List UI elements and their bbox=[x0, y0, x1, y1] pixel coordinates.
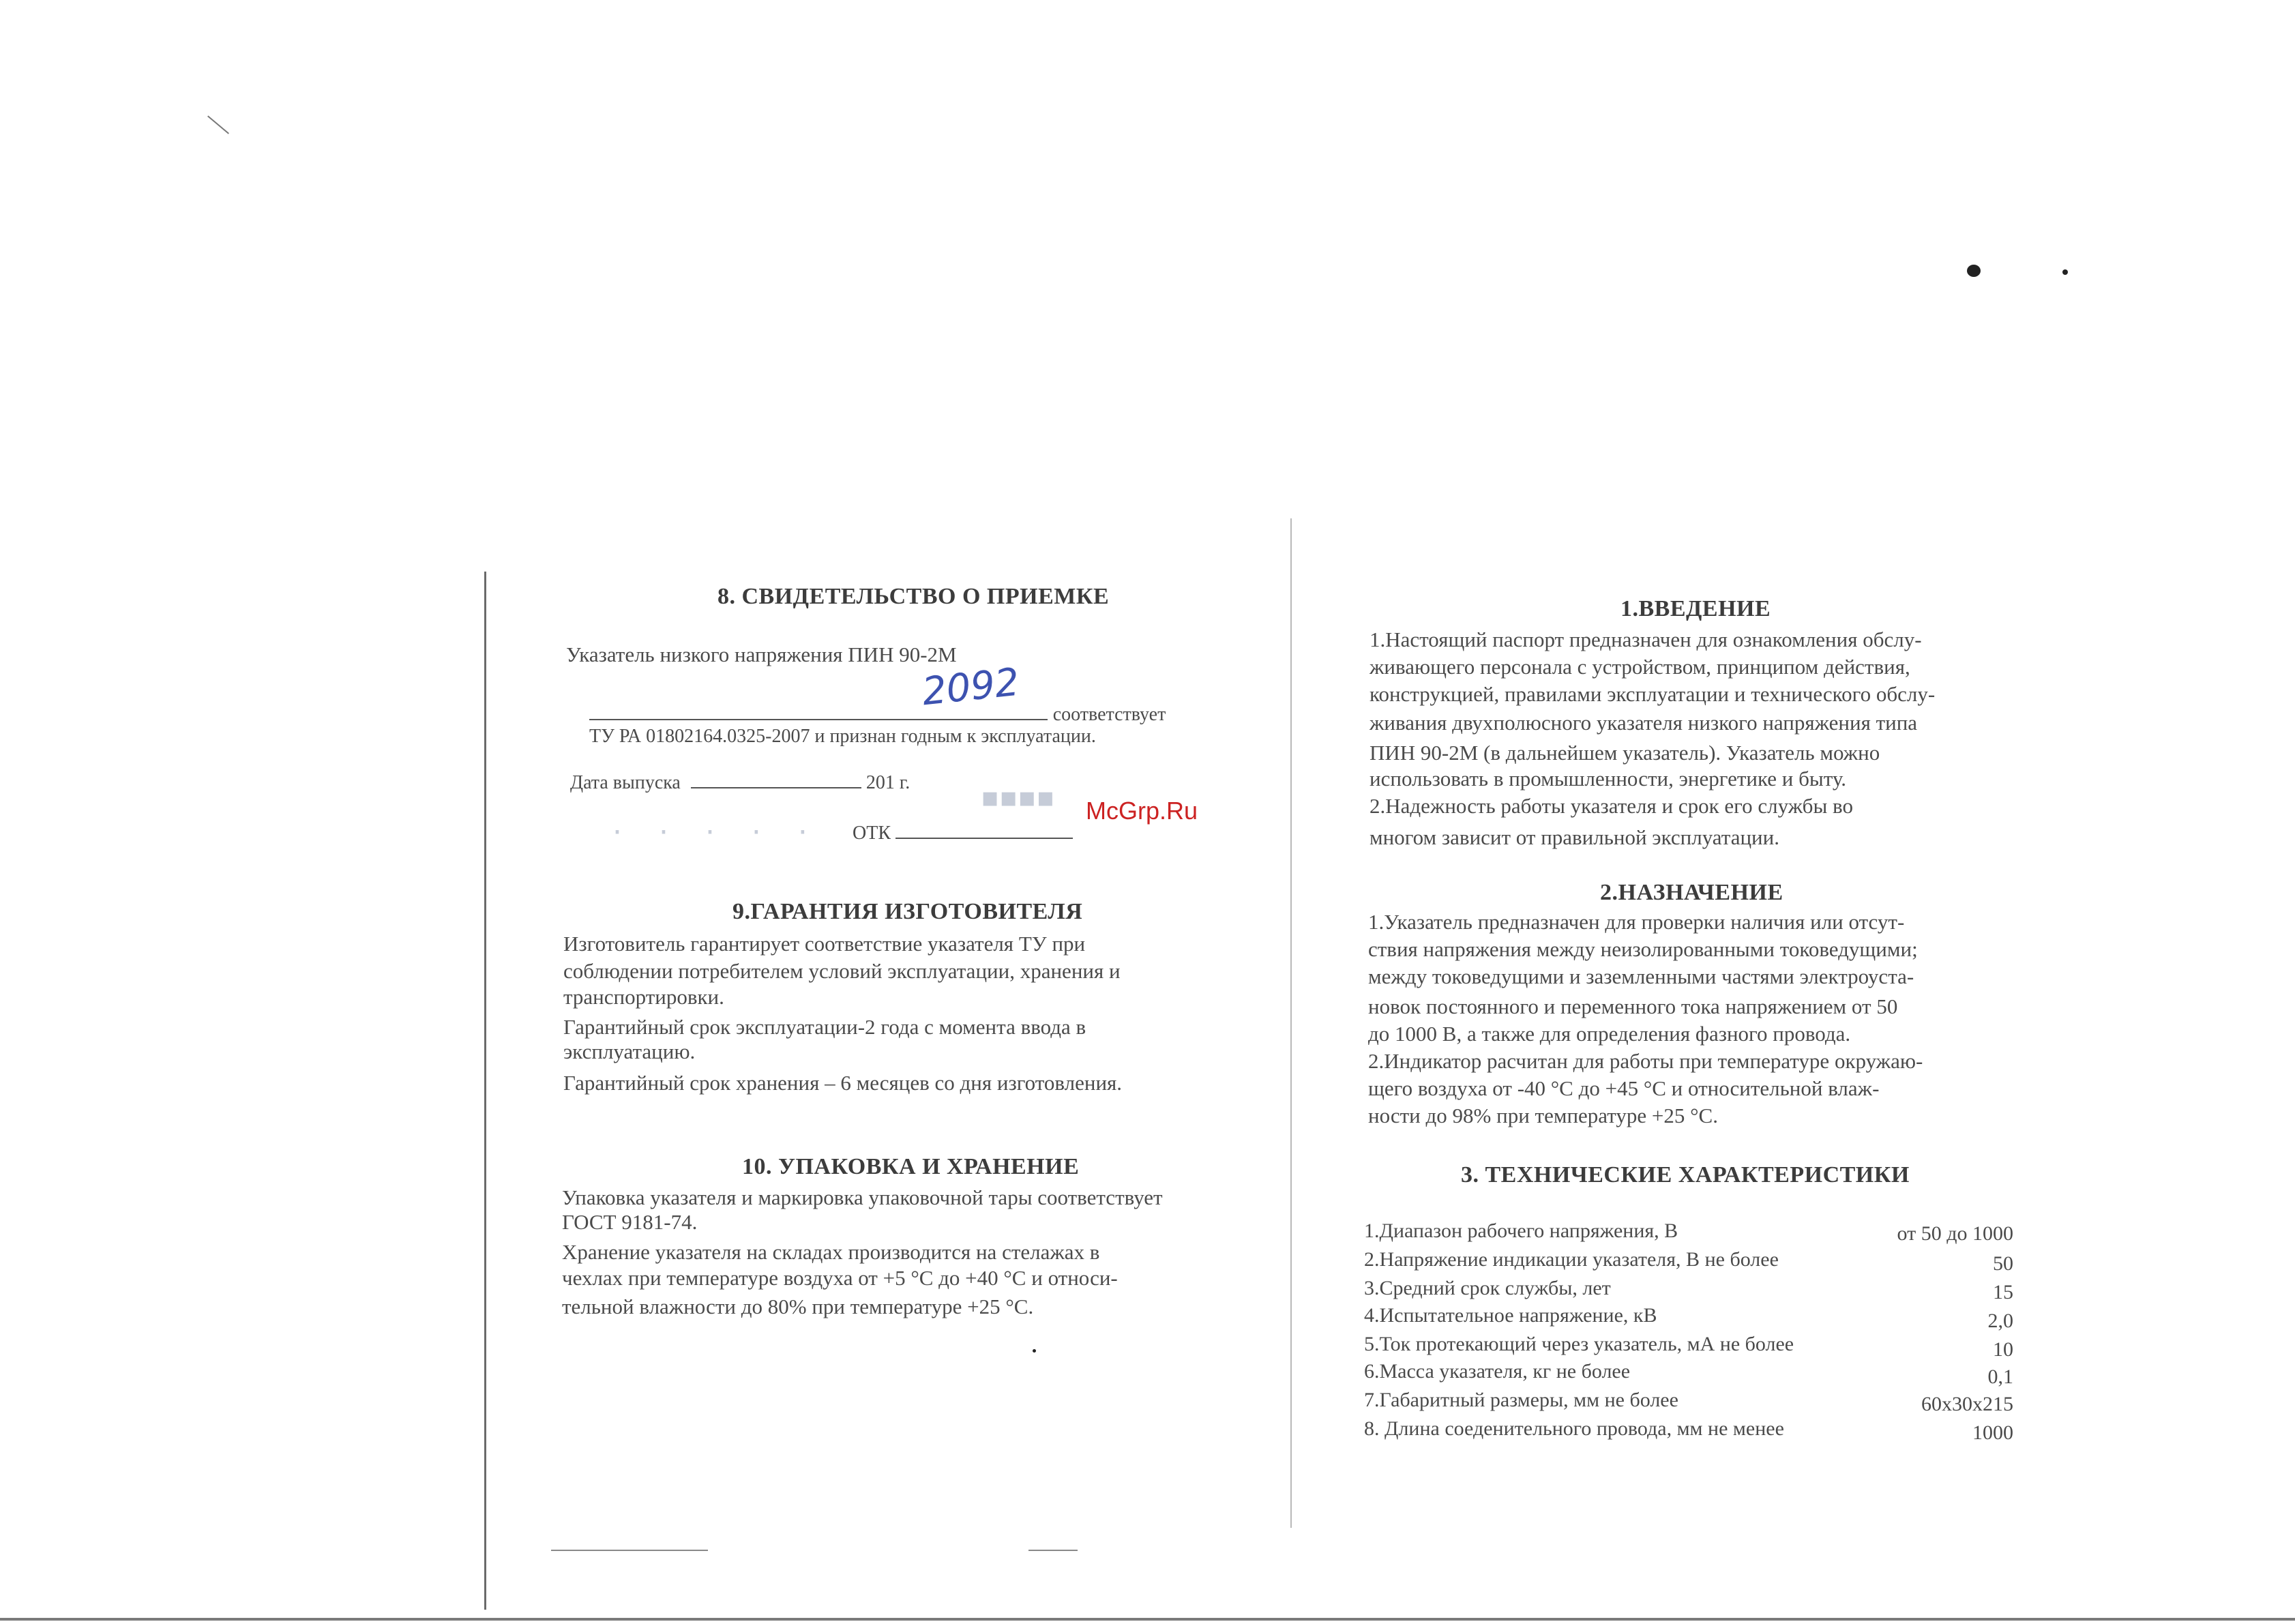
section-1-line: использовать в промышленности, энергетике и быту. bbox=[1369, 767, 1846, 791]
spec-row-value: 60x30x215 bbox=[1921, 1393, 2013, 1415]
section-1-line: многом зависит от правильной эксплуатации. bbox=[1369, 825, 1779, 849]
device-name-line: Указатель низкого напряжения ПИН 90-2М bbox=[566, 643, 957, 666]
section-2-line: до 1000 В, а также для определения фазного провода. bbox=[1368, 1022, 1851, 1046]
page-edge-line bbox=[484, 572, 486, 1610]
otk-blank bbox=[895, 824, 1073, 839]
spec-row-value: от 50 до 1000 bbox=[1897, 1222, 2013, 1245]
section-1-line: ПИН 90-2М (в дальнейшем указатель). Указатель можно bbox=[1369, 741, 1880, 765]
conforms-word: соответствует bbox=[1052, 704, 1166, 725]
section-8-title: 8. СВИДЕТЕЛЬСТВО О ПРИЕМКЕ bbox=[717, 584, 1110, 609]
section-3-title: 3. ТЕХНИЧЕСКИЕ ХАРАКТЕРИСТИКИ bbox=[1461, 1162, 1910, 1187]
tu-line: ТУ РА 01802164.0325-2007 и признан годным к эксплуатации. bbox=[589, 726, 1096, 747]
section-10-line: Хранение указателя на складах производится на стелажах в bbox=[562, 1240, 1100, 1264]
section-9-line: Гарантийный срок хранения – 6 месяцев со дня изготовления. bbox=[563, 1071, 1123, 1095]
section-9-line: соблюдении потребителем условий эксплуатации, хранения и bbox=[563, 959, 1121, 983]
spec-row-label: 7.Габаритный размеры, мм не более bbox=[1364, 1389, 1678, 1411]
spec-row-label: 4.Испытательное напряжение, кВ bbox=[1364, 1304, 1657, 1327]
serial-number-handwritten: 2092 bbox=[919, 660, 1022, 715]
page-center-line bbox=[1290, 518, 1292, 1528]
section-10-line: чехлах при температуре воздуха от +5 °С до +40 °С и относи- bbox=[562, 1266, 1118, 1290]
release-date-line bbox=[570, 773, 910, 793]
section-2-line: ствия напряжения между неизолированными токоведущими; bbox=[1368, 937, 1918, 961]
spec-row-label: 6.Масса указателя, кг не более bbox=[1364, 1360, 1631, 1383]
spec-row-label: 5.Ток протекающий через указатель, мА не более bbox=[1364, 1333, 1794, 1355]
faded-stamp-otk: ▪▪▪▪ bbox=[981, 782, 1055, 813]
section-2-line: ности до 98% при температуре +25 °С. bbox=[1368, 1104, 1718, 1127]
spec-row-value: 50 bbox=[1993, 1252, 2013, 1275]
spec-row-label: 1.Диапазон рабочего напряжения, В bbox=[1364, 1220, 1678, 1242]
spec-row-value: 10 bbox=[1993, 1338, 2013, 1361]
ink-dot bbox=[1033, 1349, 1036, 1353]
section-10-line: ГОСТ 9181-74. bbox=[562, 1210, 698, 1234]
section-10-line: тельной влажности до 80% при температуре +25 °С. bbox=[562, 1295, 1034, 1318]
bottom-edge-line bbox=[0, 1618, 2295, 1621]
bottom-left-rule bbox=[551, 1550, 708, 1551]
scan-scratch bbox=[207, 115, 229, 134]
section-9-line: Гарантийный срок эксплуатации-2 года с момента ввода в bbox=[563, 1015, 1086, 1039]
section-1-line: живающего персонала с устройством, принципом действия, bbox=[1369, 655, 1910, 679]
section-10-line: Упаковка указателя и маркировка упаковочной тары соответствует bbox=[562, 1185, 1163, 1209]
section-1-title: 1.ВВЕДЕНИЕ bbox=[1620, 596, 1771, 621]
watermark: McGrp.Ru bbox=[1086, 797, 1198, 825]
section-2-line: новок постоянного и переменного тока напряжением от 50 bbox=[1368, 994, 1898, 1018]
bottom-left-rule-2 bbox=[1028, 1550, 1078, 1551]
spec-row-value: 2,0 bbox=[1987, 1310, 2013, 1332]
section-1-line: 1.Настоящий паспорт предназначен для ознакомления обслу- bbox=[1369, 628, 1922, 651]
otk-label: ОТК bbox=[853, 823, 891, 844]
section-2-title: 2.НАЗНАЧЕНИЕ bbox=[1600, 880, 1783, 905]
section-2-line: щего воздуха от -40 °С до +45 °С и относительной влаж- bbox=[1368, 1076, 1880, 1100]
ink-blot bbox=[1967, 265, 1981, 277]
serial-blank-line bbox=[589, 703, 1166, 724]
release-date-suffix: 201 г. bbox=[865, 772, 910, 793]
spec-row-label: 3.Средний срок службы, лет bbox=[1364, 1277, 1611, 1299]
section-1-line: живания двухполюсного указателя низкого напряжения типа bbox=[1369, 711, 1918, 735]
section-9-line: Изготовитель гарантирует соответствие указателя ТУ при bbox=[563, 932, 1086, 956]
section-1-line: 2.Надежность работы указателя и срок его службы во bbox=[1369, 794, 1853, 818]
section-1-line: конструкцией, правилами эксплуатации и технического обслу- bbox=[1369, 682, 1936, 706]
serial-blank bbox=[589, 704, 1048, 720]
spec-row-value: 15 bbox=[1993, 1281, 2013, 1303]
otk-line bbox=[853, 824, 1073, 843]
spec-row-value: 1000 bbox=[1972, 1421, 2013, 1444]
release-date-label: Дата выпуска bbox=[570, 772, 681, 793]
section-2-line: между токоведущими и заземленными частями электроуста- bbox=[1368, 964, 1914, 988]
section-2-line: 1.Указатель предназначен для проверки наличия или отсут- bbox=[1368, 910, 1905, 934]
spec-row-label: 8. Длина соеденительного провода, мм не менее bbox=[1364, 1417, 1784, 1440]
section-10-title: 10. УПАКОВКА И ХРАНЕНИЕ bbox=[742, 1154, 1080, 1179]
ink-dot bbox=[2062, 269, 2068, 275]
section-9-line: эксплуатацию. bbox=[563, 1039, 696, 1063]
section-2-line: 2.Индикатор расчитан для работы при температуре окружаю- bbox=[1368, 1049, 1923, 1073]
spec-row-value: 0,1 bbox=[1987, 1365, 2013, 1388]
section-9-line: транспортировки. bbox=[563, 985, 724, 1009]
spec-row-label: 2.Напряжение индикации указателя, В не более bbox=[1364, 1248, 1779, 1271]
section-9-title: 9.ГАРАНТИЯ ИЗГОТОВИТЕЛЯ bbox=[732, 899, 1083, 924]
faded-stamp-date: · · · · · bbox=[612, 815, 821, 850]
release-date-blank bbox=[691, 773, 861, 788]
